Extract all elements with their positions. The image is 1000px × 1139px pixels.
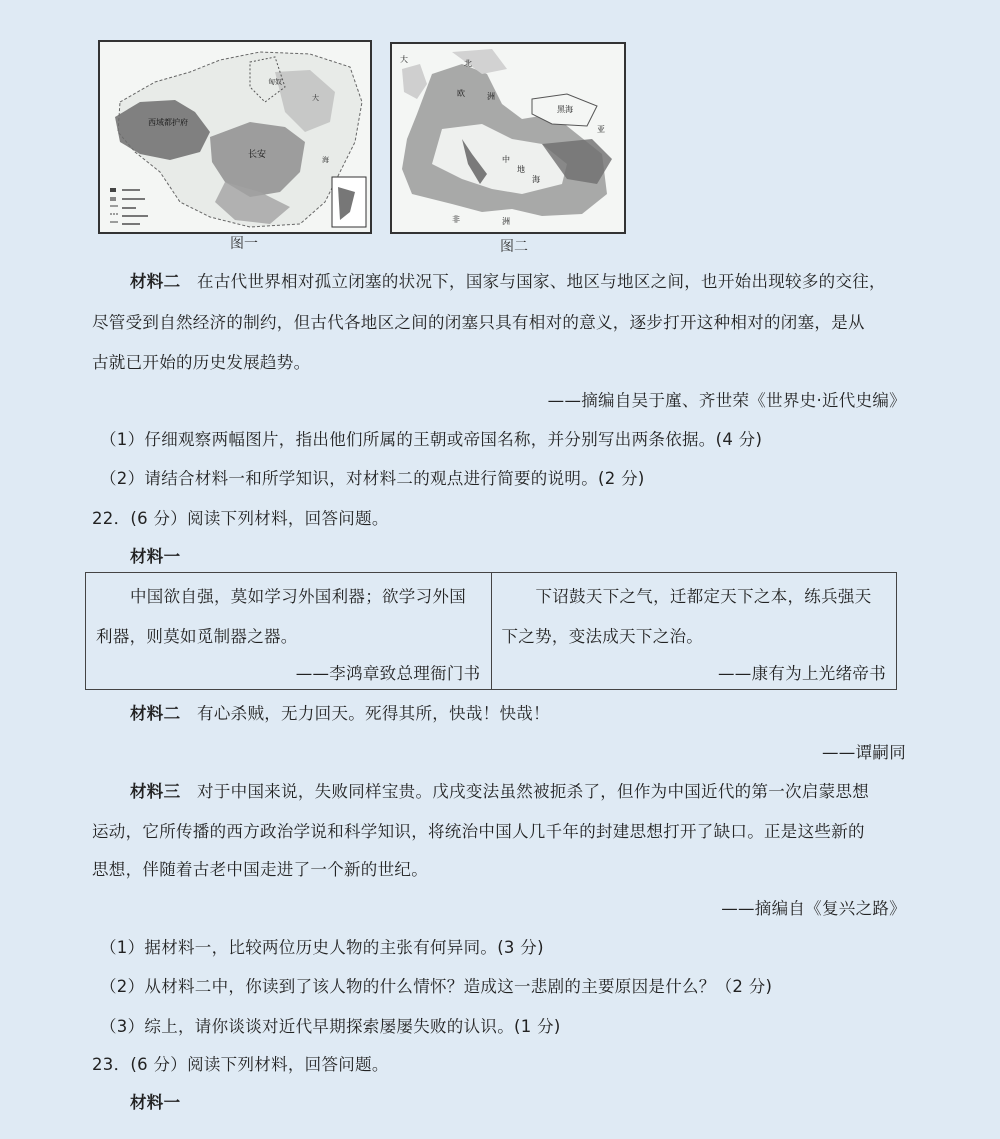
q22-question-3: （3）综上，请你谈谈对近代早期探索屡屡失败的认识。(1 分) [100, 1017, 561, 1036]
map2-label-6: 亚 [597, 125, 605, 134]
q21-question-2: （2）请结合材料一和所学知识，对材料二的观点进行简要的说明。(2 分) [100, 469, 645, 488]
tang-map-image [100, 42, 370, 232]
q21-material2-line-3: 古就已开始的历史发展趋势。 [92, 353, 311, 372]
map2-label-2: 北 [464, 59, 472, 68]
q21-material2-label: 材料二 [130, 272, 181, 291]
q22-table-right-cell [491, 573, 897, 690]
map-figure-1 [98, 40, 372, 234]
q22-material2-text: 有心杀贼，无力回天。死得其所，快哉！快哉！ [197, 704, 550, 723]
map1-label-2: 大 [312, 94, 319, 102]
q21-question-1: （1）仔细观察两幅图片，指出他们所属的王朝或帝国名称，并分别写出两条依据。(4 分) [100, 430, 763, 449]
map-figure-2 [390, 42, 626, 234]
q22-question-2: （2）从材料二中，你读到了该人物的什么情怀？造成这一悲剧的主要原因是什么？（2 分) [100, 977, 773, 996]
map2-label-10: 地 [517, 165, 525, 174]
map1-region-label: 西域都护府 [148, 118, 188, 127]
q22-material1-table [85, 572, 897, 690]
rome-map-image [392, 44, 624, 232]
map2-label-5: 洲 [487, 92, 495, 101]
map2-label-9: 中 [502, 155, 510, 164]
q22-material1-label: 材料一 [130, 547, 181, 566]
q21-source: ——摘编自吴于廑、齐世荣《世界史·近代史编》 [547, 391, 906, 410]
map2-label-11: 海 [532, 175, 540, 184]
q21-material2-line-2: 尽管受到自然经济的制约，但古代各地区之间的闭塞只具有相对的意义，逐步打开这种相对的闭塞，是从 [92, 313, 865, 332]
q22-heading: 22．(6 分）阅读下列材料，回答问题。 [92, 509, 389, 528]
q22-left-line-2: 利器，则莫如觅制器之器。 [96, 627, 298, 646]
map1-city-label: 长安 [248, 150, 267, 160]
q22-material2-line [130, 700, 550, 724]
q21-material2-line-1: 在古代世界相对孤立闭塞的状况下，国家与国家、地区与地区之间，也开始出现较多的交往， [197, 272, 886, 291]
q22-table-left-cell [86, 573, 492, 690]
map2-label-7: 非 [452, 215, 460, 224]
q22-material3-line-1: 对于中国来说，失败同样宝贵。戊戌变法虽然被扼杀了，但作为中国近代的第一次启蒙思想 [197, 782, 870, 801]
map2-label-1: 大 [400, 55, 408, 64]
q22-left-source: ——李鸿章致总理衙门书 [295, 664, 481, 683]
map2-label-3: 欧 [457, 89, 465, 98]
map1-label-1: 匈奴 [268, 78, 282, 86]
map2-label-4: 黑海 [557, 105, 573, 114]
q22-material3-line-3: 思想，伴随着古老中国走进了一个新的世纪。 [92, 860, 428, 879]
q22-material2-label: 材料二 [130, 704, 181, 723]
q22-left-line-1: 中国欲自强，莫如学习外国利器；欲学习外国 [130, 587, 466, 606]
q22-material3-source: ——摘编自《复兴之路》 [721, 899, 906, 918]
q22-material3-label: 材料三 [130, 782, 181, 801]
map1-label-3: 海 [322, 156, 329, 164]
q22-material2-source: ——谭嗣同 [822, 743, 906, 762]
q22-material3-first-line [130, 778, 869, 802]
q22-right-source: ——康有为上光绪帝书 [718, 664, 886, 683]
q21-material2-first-line [130, 268, 886, 292]
map2-label-8: 洲 [502, 217, 510, 226]
q22-right-line-2: 下之势，变法成天下之治。 [501, 627, 704, 646]
figure-1-caption: 图一 [230, 236, 258, 252]
q23-material1-label: 材料一 [130, 1093, 181, 1112]
q22-material3-line-2: 运动，它所传播的西方政治学说和科学知识，将统治中国人几千年的封建思想打开了缺口。正是这些新的 [92, 822, 865, 841]
figure-2-caption: 图二 [500, 239, 528, 255]
q22-right-line-1: 下诏鼓天下之气，迁都定天下之本，练兵强天 [535, 587, 872, 606]
q22-question-1: （1）据材料一，比较两位历史人物的主张有何异同。(3 分) [100, 938, 544, 957]
q23-heading: 23．(6 分）阅读下列材料，回答问题。 [92, 1055, 389, 1074]
